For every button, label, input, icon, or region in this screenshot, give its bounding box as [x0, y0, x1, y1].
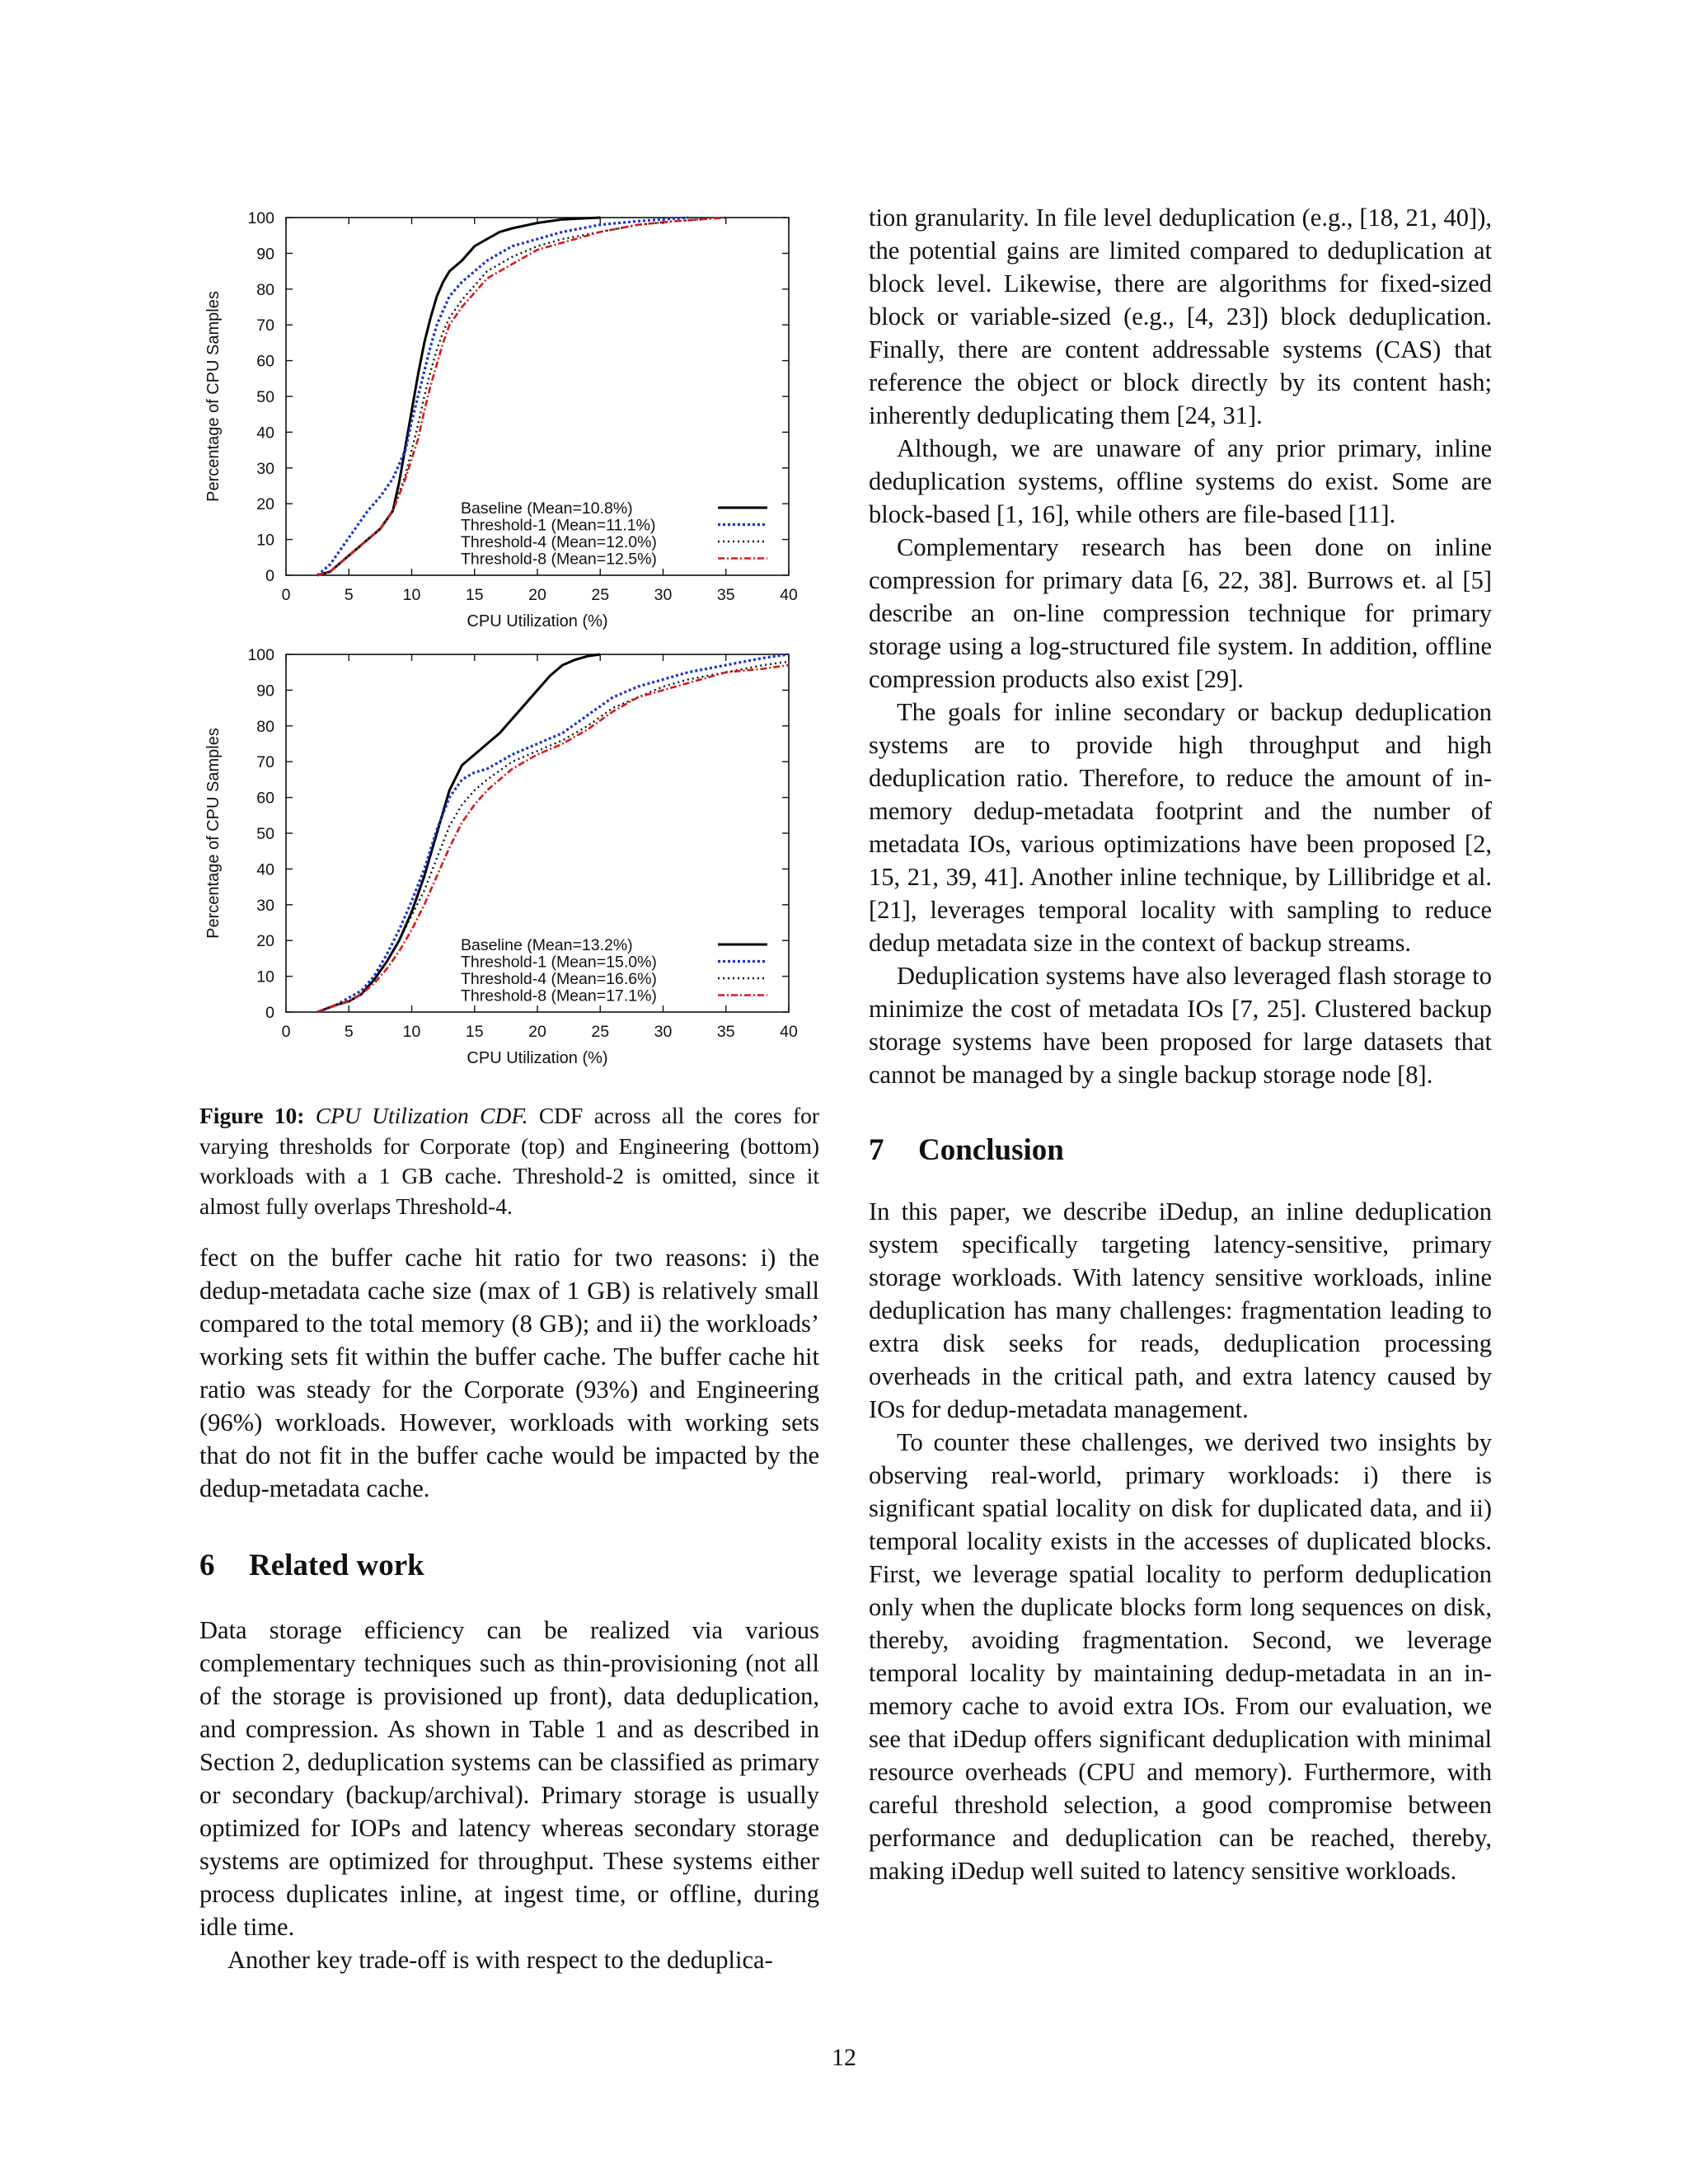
y-tick-label: 20	[256, 932, 274, 951]
paragraph: Complementary research has been done on inline compression for primary data [6, 22, 38]. Burrows et. al [5] describe an on-line compression technique for primary storage using a log-structured file system. In addition, offline compression products also exist [29].	[869, 533, 1492, 693]
x-tick-label: 15	[465, 586, 484, 604]
x-tick-label: 25	[591, 1023, 610, 1041]
cpu-cdf-chart-engineering	[194, 641, 820, 1094]
paragraph: To counter these challenges, we derived two insights by observing real-world, primary workloads: i) there is significant spatial locality on disk for duplicated data, and ii) temporal locality exists in the accesses of duplicated blocks. First, we leverage spatial locality to perform deduplication only when the duplicate blocks form long sequences on disk, thereby, avoiding fragmentation. Second, we leverage temporal locality by maintaining dedup-metadata in an in-memory cache to avoid extra IOs. From our evaluation, we see that iDedup offers significant deduplication with minimal resource overheads (CPU and memory). Furthermore, with careful threshold selection, a good compromise between performance and deduplication can be reached, thereby, making iDedup well suited to latency sensitive workloads.	[869, 1428, 1492, 1885]
section-title: Related work	[249, 1549, 424, 1582]
y-tick-label: 100	[247, 209, 274, 227]
x-tick-label: 20	[528, 1023, 546, 1041]
figure-caption	[199, 1101, 819, 1221]
section-heading-related-work	[199, 1546, 819, 1586]
x-tick-label: 40	[780, 586, 798, 604]
cpu-cdf-chart-corporate	[194, 204, 820, 658]
y-tick-label: 60	[256, 789, 274, 808]
x-tick-label: 35	[716, 1023, 735, 1041]
paragraph: Although, we are unaware of any prior primary, inline deduplication systems, offline systems do exist. Some are block-based [1, 16], while others are file-based [11].	[869, 434, 1492, 528]
section-title: Conclusion	[918, 1133, 1064, 1167]
y-tick-label: 100	[247, 646, 274, 664]
legend-label: Baseline (Mean=13.2%)	[461, 936, 633, 954]
x-tick-label: 20	[528, 586, 546, 604]
y-tick-label: 20	[256, 495, 274, 514]
left-column	[199, 1241, 819, 1976]
figure-text: CDF across all the cores for varying thresholds for Corporate (top) and Engineering (bottom) workloads with a 1 GB cache. Threshold-2 is omitted, since it almost fully overlaps Threshold-4.	[199, 1103, 820, 1219]
y-tick-label: 40	[256, 424, 274, 443]
x-tick-label: 5	[344, 586, 354, 604]
y-tick-label: 30	[256, 896, 274, 915]
paragraph: fect on the buffer cache hit ratio for two reasons: i) the dedup-metadata cache size (max of 1 GB) is relatively small compared to the total memory (8 GB); and ii) the workloads’ working sets fit within the buffer cache. The buffer cache hit ratio was steady for the Corporate (93%) and Engineering (96%) workloads. However, workloads with working sets that do not fit in the buffer cache would be impacted by the dedup-metadata cache.	[199, 1244, 819, 1502]
x-tick-label: 10	[402, 586, 421, 604]
x-tick-label: 30	[654, 586, 673, 604]
y-tick-label: 30	[256, 459, 274, 478]
y-tick-label: 50	[256, 388, 274, 406]
legend-label: Threshold-4 (Mean=12.0%)	[461, 533, 657, 551]
x-tick-label: 10	[402, 1023, 421, 1041]
y-tick-label: 10	[256, 968, 274, 987]
paragraph: tion granularity. In file level deduplication (e.g., [18, 21, 40]), the potential gains are limited compared to deduplication at block level. Likewise, there are algorithms for fixed-sized block or variable-sized (e.g., [4, 23]) block deduplication. Finally, there are content addressable systems (CAS) that reference the object or block directly by its content hash; inherently deduplicating them [24, 31].	[869, 204, 1492, 429]
x-tick-label: 40	[780, 1023, 798, 1041]
y-tick-label: 0	[265, 1004, 274, 1022]
y-tick-label: 0	[265, 567, 274, 585]
x-tick-label: 30	[654, 1023, 673, 1041]
section-number: 7	[869, 1133, 884, 1167]
legend-label: Threshold-1 (Mean=15.0%)	[461, 953, 657, 972]
y-tick-label: 60	[256, 352, 274, 371]
y-axis-label: Percentage of CPU Samples	[204, 728, 223, 939]
page-number: 12	[832, 2044, 856, 2071]
legend-label: Threshold-1 (Mean=11.1%)	[461, 516, 656, 535]
legend-label: Baseline (Mean=10.8%)	[461, 499, 633, 518]
right-column	[869, 201, 1492, 1887]
legend-label: Threshold-8 (Mean=17.1%)	[461, 987, 657, 1005]
y-tick-label: 90	[256, 682, 274, 701]
x-tick-label: 15	[465, 1023, 484, 1041]
y-tick-label: 90	[256, 245, 274, 264]
x-tick-label: 35	[716, 586, 735, 604]
figure-label: Figure 10:	[199, 1103, 305, 1128]
paragraph: Another key trade-off is with respect to the deduplica-	[227, 1946, 773, 1974]
y-tick-label: 10	[256, 531, 274, 550]
x-tick-label: 0	[281, 1023, 291, 1041]
y-tick-label: 70	[256, 316, 274, 335]
section-heading-conclusion	[869, 1131, 1492, 1170]
paragraph: The goals for inline secondary or backup deduplication systems are to provide high throughput and high deduplication ratio. Therefore, to reduce the amount of in-memory dedup-metadata footprint and the number of metadata IOs, various optimizations have been proposed [2, 15, 21, 39, 41]. Another inline technique, by Lillibridge et al. [21], leverages temporal locality with sampling to reduce dedup metadata size in the context of backup streams.	[869, 698, 1492, 957]
x-tick-label: 0	[281, 586, 291, 604]
y-tick-label: 50	[256, 825, 274, 843]
figure-title: CPU Utilization CDF.	[315, 1103, 528, 1128]
x-tick-label: 5	[344, 1023, 354, 1041]
y-tick-label: 40	[256, 860, 274, 879]
legend-label: Threshold-8 (Mean=12.5%)	[461, 550, 657, 569]
y-tick-label: 70	[256, 753, 274, 772]
paragraph: Data storage efficiency can be realized via various complementary techniques such as thin-provisioning (not all of the storage is provisioned up front), data deduplication, and compression. As shown in Table 1 and as described in Section 2, deduplication systems can be classified as primary or secondary (backup/archival). Primary storage is usually optimized for IOPs and latency whereas secondary storage systems are optimized for throughput. These systems either process duplicates inline, at ingest time, or offline, during idle time.	[199, 1616, 819, 1941]
y-axis-label: Percentage of CPU Samples	[204, 291, 223, 502]
section-number: 6	[199, 1549, 215, 1582]
x-axis-label: CPU Utilization (%)	[467, 612, 608, 630]
y-tick-label: 80	[256, 717, 274, 736]
legend-label: Threshold-4 (Mean=16.6%)	[461, 970, 657, 988]
x-tick-label: 25	[591, 586, 610, 604]
y-tick-label: 80	[256, 280, 274, 299]
paragraph: In this paper, we describe iDedup, an inline deduplication system specifically targeting latency-sensitive, primary storage workloads. With latency sensitive workloads, inline deduplication has many challenges: fragmentation leading to extra disk seeks for reads, deduplication processing overheads in the critical path, and extra latency caused by IOs for dedup-metadata management.	[869, 1197, 1492, 1423]
paragraph: Deduplication systems have also leveraged flash storage to minimize the cost of metadata IOs [7, 25]. Clustered backup storage systems have been proposed for large datasets that cannot be managed by a single backup storage node [8].	[869, 962, 1492, 1089]
x-axis-label: CPU Utilization (%)	[467, 1049, 608, 1067]
